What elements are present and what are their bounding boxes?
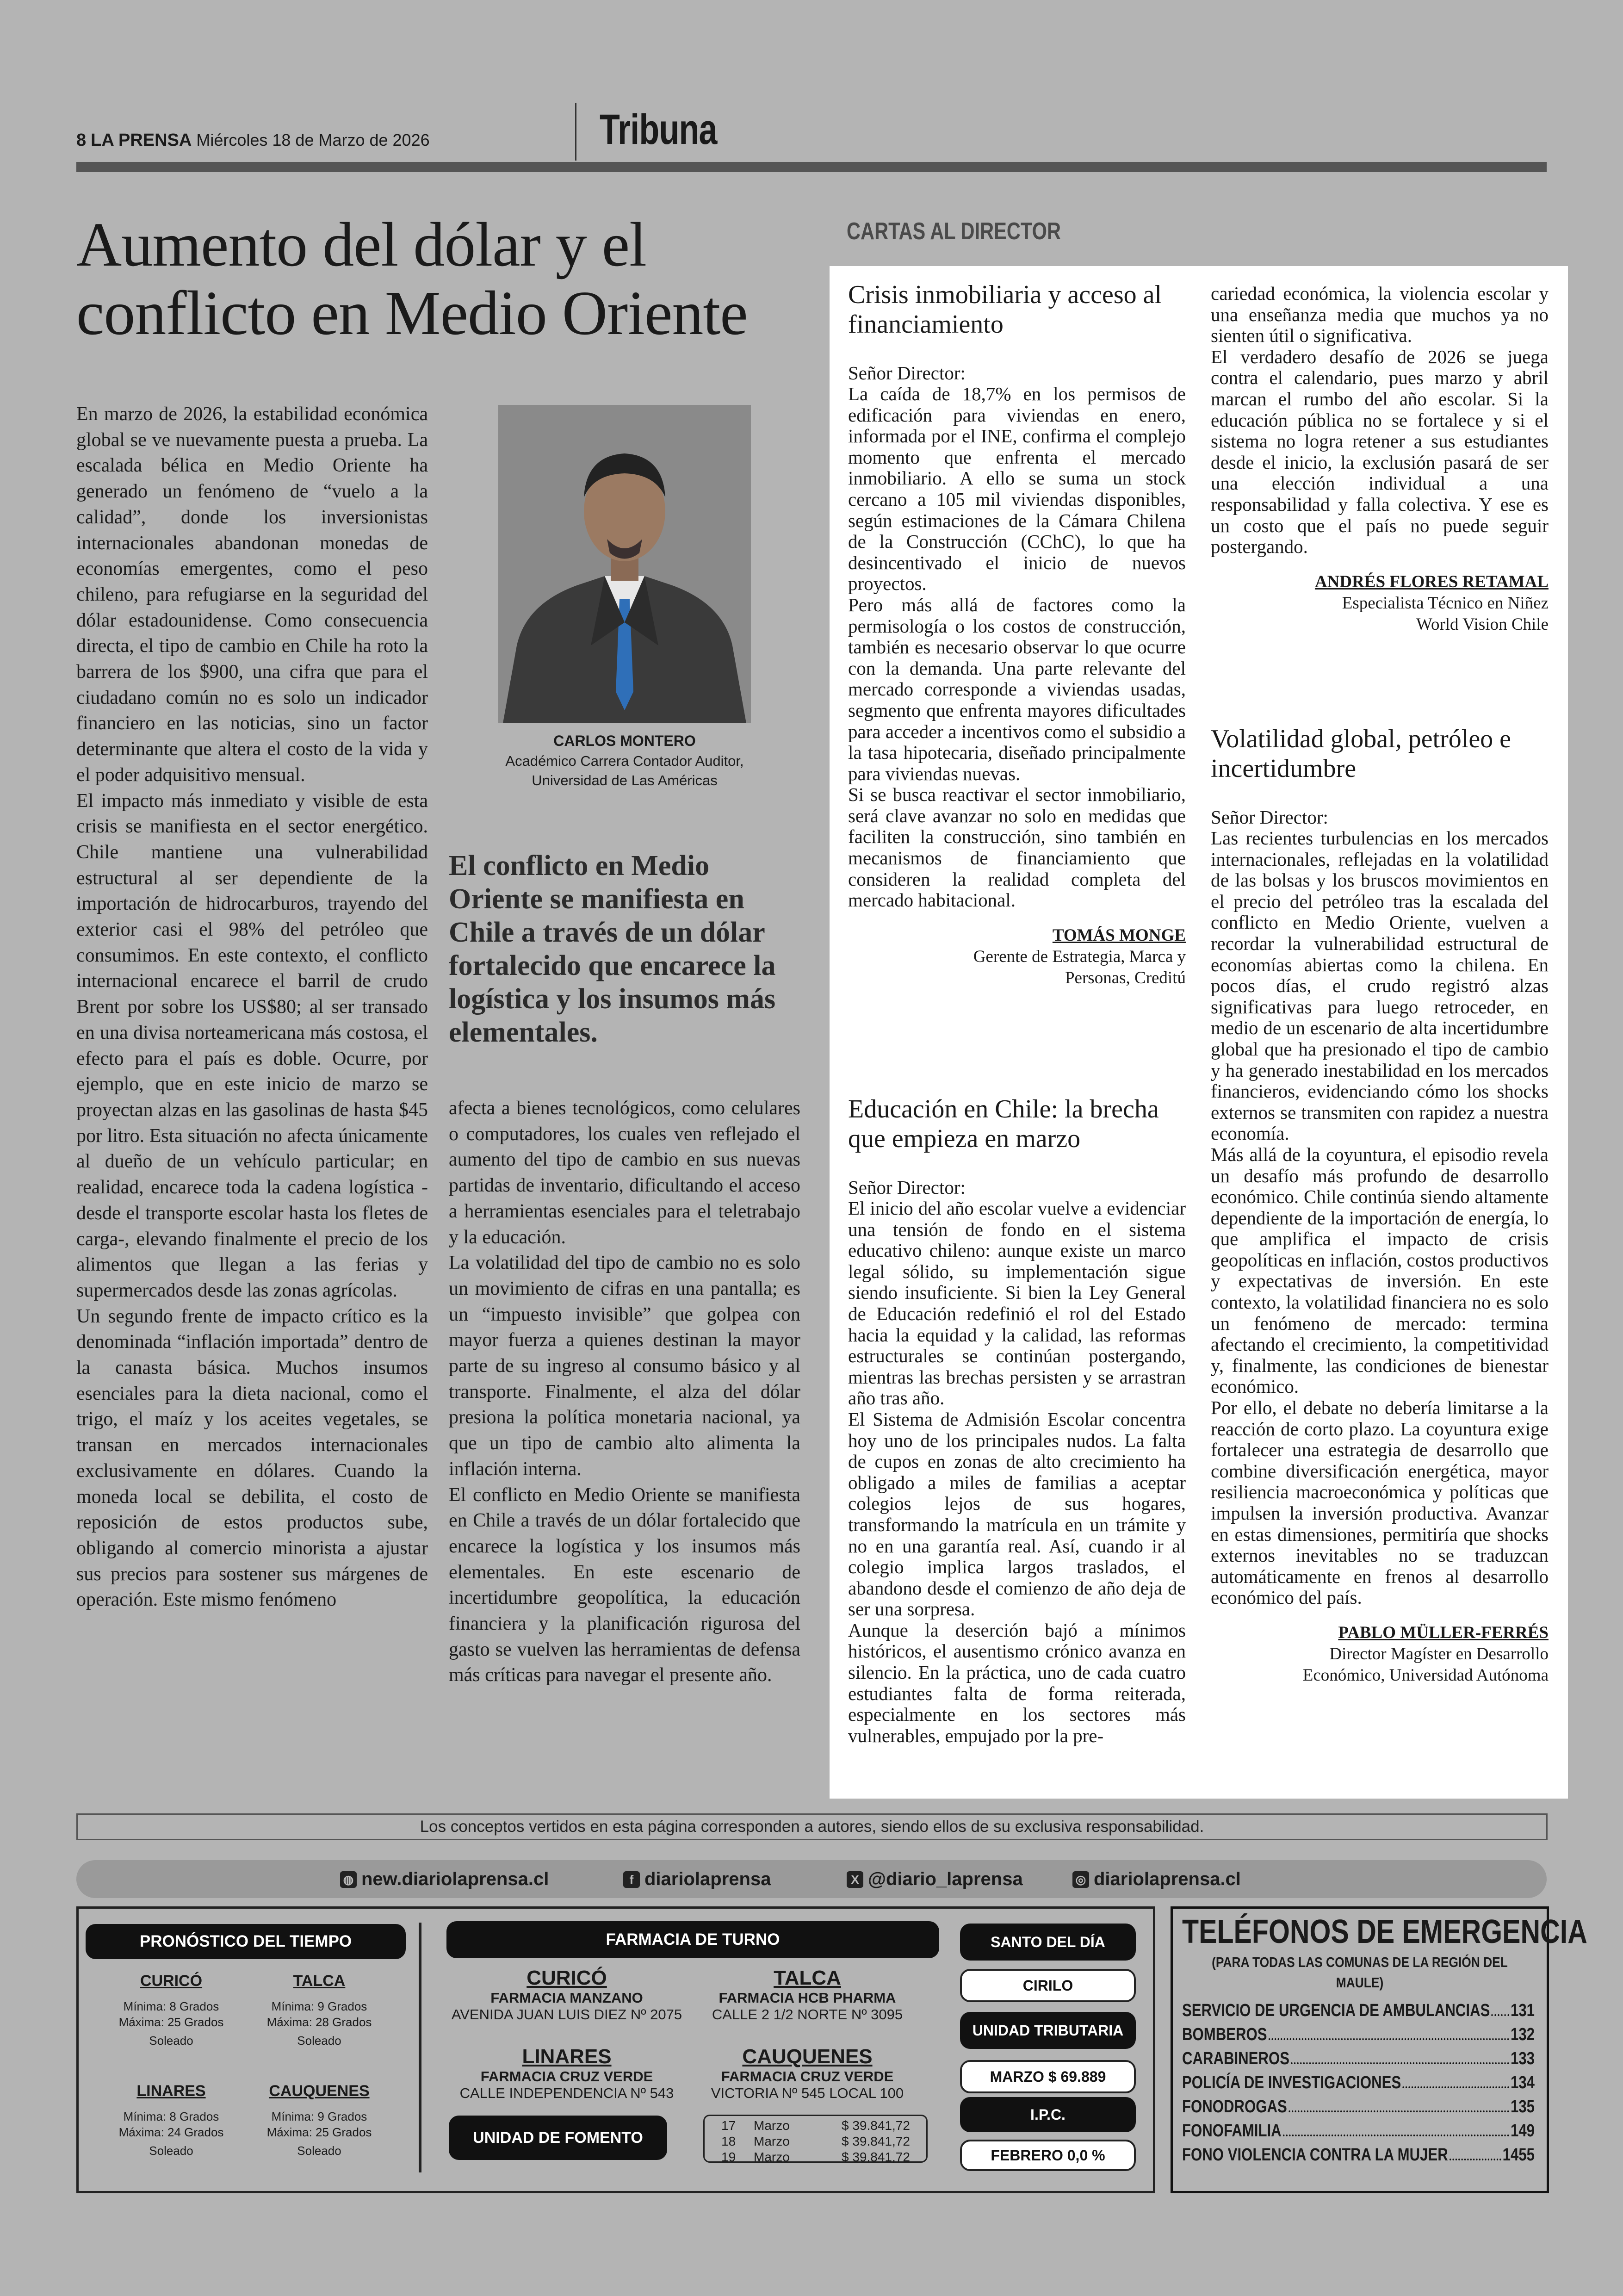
uf-row [705, 2134, 926, 2149]
letter-body [1211, 283, 1549, 558]
uf-day: 17 [721, 2118, 736, 2133]
emergency-number: 135 [1511, 2097, 1535, 2116]
pharmacy-city: TALCA [774, 1967, 841, 1989]
leader-dots [1269, 2023, 1509, 2040]
pharmacy-address: CALLE 2 1/2 NORTE Nº 3095 [712, 2006, 903, 2023]
emergency-subtitle: (PARA TODAS LAS COMUNAS DE LA REGIÓN DEL MAULE) [1212, 1954, 1508, 1991]
signature-name: TOMÁS MONGE [1052, 925, 1186, 945]
signature-line: Especialista Técnico en Niñez [1342, 593, 1549, 613]
letter-body [848, 1198, 1186, 1746]
letter-paragraph: Por ello, el debate no debería limitarse a la reacción de corto plazo. La coyuntura exige fortalecer una estrategia de desarrollo que combine diversificación energética, mayor resiliencia macroeconómica y políticas que impulsen la inversión productiva. Avanzar en estas dimensiones, permitiría que shocks externos inevitables no se traduzcan automáticamente en frenos al desarrollo económico del país. [1211, 1397, 1549, 1608]
emergency-service: CARABINEROS [1182, 2049, 1289, 2068]
signature-line: World Vision Chile [1416, 614, 1549, 634]
pharmacy-name: FARMACIA CRUZ VERDE [480, 2068, 653, 2085]
issue-date: Miércoles 18 de Marzo de 2026 [196, 130, 430, 149]
emergency-number: 131 [1511, 2001, 1535, 2020]
weather-city [102, 2082, 241, 2159]
uf-month: Marzo [754, 2150, 790, 2164]
pharmacy-address: AVENIDA JUAN LUIS DIEZ Nº 2075 [451, 2006, 682, 2023]
emergency-service: FONOFAMILIA [1182, 2121, 1282, 2141]
letter-paragraph: Aunque la deserción bajó a mínimos históricos, el ausentismo crónico avanza en silencio. En la práctica, uno de cada cuatro estudiantes falta de forma reiterada, especialmente en los sectores más vulnerables, empujado por la pre- [848, 1619, 1186, 1746]
article-paragraph: afecta a bienes tecnológicos, como celulares o computadores, los cuales ven reflejado el aumento del tipo de cambio en sus nuevas partidas de inventario, dificultando el acceso a herramientas esenciales para el teletrabajo y la educación. [449, 1098, 800, 1248]
weather-min: Mínima: 9 Grados [271, 2110, 367, 2123]
pharmacy-entry [435, 1967, 699, 2023]
santo-label: SANTO DEL DÍA [960, 1924, 1136, 1961]
leader-dots [1291, 2047, 1509, 2064]
letters-heading: CARTAS AL DIRECTOR [847, 218, 1061, 245]
article-title: Aumento del dólar y el conflicto en Medio Oriente [76, 210, 748, 348]
weather-city [250, 1972, 389, 2048]
emergency-box [1171, 1906, 1587, 2193]
pharmacy-entry [685, 2045, 930, 2102]
uf-value: $ 39.841,72 [842, 2118, 910, 2133]
uf-day: 18 [721, 2134, 736, 2148]
services-divider [419, 1923, 421, 2172]
letter-signature [1211, 571, 1549, 635]
emergency-service: BOMBEROS [1182, 2025, 1267, 2044]
emergency-line[interactable] [1182, 2095, 1535, 2119]
social-bar [76, 1860, 1547, 1898]
uf-day: 19 [721, 2150, 736, 2164]
weather-city-name: LINARES [136, 2082, 206, 2100]
letter-paragraph: El verdadero desafío de 2026 se juega contra el calendario, pues marzo y abril marcan el rumbo del año escolar. Si la educación pública no se fortalece y si el sistema no logra retener a sus estudiantes desde el inicio, la exclusión pasará de ser una elección individual a una responsabilidad y falla colectiva. Y ese es un costo que el país no puede seguir postergando. [1211, 346, 1549, 558]
letter-paragraph: El Sistema de Admisión Escolar concentra hoy uno de los principales nudos. La falta de cupos en zonas de alto crecimiento ha obligado a miles de familias a aceptar colegios lejos de sus hogares, transformando la matrícula en un trámite y no en una garantía real. Así, cuando ir al colegio implica largos traslados, el abandono desde el comienzo de año deja de ser una sorpresa. [848, 1408, 1186, 1620]
emergency-service: FONO VIOLENCIA CONTRA LA MUJER [1182, 2145, 1448, 2165]
author-photo [498, 405, 751, 723]
social-instagram[interactable] [1072, 1869, 1241, 1890]
uf-label: UNIDAD DE FOMENTO [449, 2116, 667, 2160]
weather-min: Mínima: 8 Grados [123, 2110, 219, 2123]
author-role [465, 751, 784, 790]
letter-2-continuation [1211, 283, 1549, 635]
emergency-number: 132 [1511, 2025, 1535, 2044]
pharmacy-city: CAUQUENES [742, 2045, 873, 2068]
facebook-icon: f [623, 1871, 640, 1888]
letter-title: Volatilidad global, petróleo e incertidumbre [1211, 725, 1511, 783]
leader-dots [1283, 2119, 1509, 2136]
letter-salutation: Señor Director: [1211, 807, 1328, 828]
emergency-number: 1455 [1502, 2145, 1535, 2165]
utm-label: UNIDAD TRIBUTARIA [960, 2012, 1136, 2049]
leader-dots [1288, 2095, 1509, 2112]
uf-value: $ 39.841,72 [842, 2150, 910, 2164]
emergency-number: 134 [1511, 2073, 1535, 2092]
letter-body [848, 384, 1186, 911]
letter-title: Crisis inmobiliaria y acceso al financiamiento [848, 280, 1162, 339]
emergency-line[interactable] [1182, 2119, 1535, 2143]
author-name: CARLOS MONTERO [553, 732, 696, 749]
weather-max: Máxima: 24 Grados [118, 2125, 224, 2139]
page-number: 8 [76, 130, 87, 150]
weather-city [102, 1972, 241, 2048]
social-label: @diario_laprensa [868, 1869, 1023, 1889]
letter-paragraph: Pero más allá de factores como la permisología o los costos de construcción, también es necesario observar lo que ocurre con la demanda. Una parte relevante del mercado corresponde a viviendas usadas, segmento que enfrenta mayores dificultades para acceder a incentivos como el subsidio a la tasa hipotecaria, diseñado principalmente para viviendas nuevas. [848, 594, 1186, 784]
pharmacy-city: CURICÓ [527, 1967, 607, 1989]
santo-value: CIRILO [960, 1969, 1136, 2002]
article-paragraph: En marzo de 2026, la estabilidad económica global se ve nuevamente puesta a prueba. La escalada bélica en Medio Oriente ha generado un fenómeno de “vuelo a la calidad”, donde los inversionistas internacionales abandonan monedas de economías emergentes, como el peso chileno, para refugiarse en la seguridad del dólar estadounidense. Como consecuencia directa, el tipo de cambio en Chile ha roto la barrera de los $900, una cifra que para el ciudadano común no es solo un indicador financiero en las noticias, sino un factor determinante que altera el costo de la vida y el poder adquisitivo mensual. [76, 403, 428, 786]
pharmacy-name: FARMACIA MANZANO [490, 1990, 643, 2006]
social-label: diariolaprensa [644, 1869, 771, 1889]
emergency-line[interactable] [1182, 2047, 1535, 2071]
utm-value: MARZO $ 69.889 [960, 2060, 1136, 2093]
letter-paragraph: Si se busca reactivar el sector inmobiliario, será clave avanzar no solo en medidas que faciliten la construcción, sino también en mecanismos de financiamiento que consideren la realidad completa del mercado habitacional. [848, 784, 1186, 911]
article-paragraph: La volatilidad del tipo de cambio no es solo un movimiento de cifras en una pantalla; es un “impuesto invisible” que golpea con mayor fuerza a quienes destinan la mayor parte de su ingreso al consumo básico y al transporte. Finalmente, el alza del dólar presiona la política monetaria nacional, ya que un tipo de cambio alto alimenta la inflación interna. [449, 1252, 800, 1480]
letter-3 [1211, 724, 1549, 1686]
pharmacy-name: FARMACIA HCB PHARMA [719, 1990, 896, 2006]
emergency-service: SERVICIO DE URGENCIA DE AMBULANCIAS [1182, 2001, 1490, 2020]
weather-condition: Soleado [297, 2034, 341, 2048]
weather-max: Máxima: 25 Grados [118, 2015, 224, 2029]
leader-dots [1450, 2143, 1501, 2160]
letter-title: Educación en Chile: la brecha que empieza en marzo [848, 1095, 1159, 1153]
emergency-line[interactable] [1182, 2071, 1535, 2095]
globe-icon: ◍ [340, 1871, 357, 1888]
weather-condition: Soleado [149, 2144, 193, 2158]
weather-heading: PRONÓSTICO DEL TIEMPO [86, 1924, 406, 1959]
pharmacy-address: VICTORIA Nº 545 LOCAL 100 [711, 2085, 904, 2101]
social-facebook[interactable] [623, 1869, 771, 1890]
letter-paragraph: El inicio del año escolar vuelve a evidenciar una tensión de fondo en el sistema educativo chileno: aunque existe un marco legal sólido, su implementación sigue siendo insuficiente. Si bien la Ley General de Educación redefinió el rol del Estado hacia la equidad y la calidad, las reformas estructurales se continúan postergando, mientras las brechas persisten y se arrastran año tras año. [848, 1198, 1186, 1409]
article-column-2 [449, 1096, 800, 1688]
weather-max: Máxima: 28 Grados [266, 2015, 372, 2029]
weather-city-name: CURICÓ [140, 1972, 203, 1990]
letter-body [1211, 828, 1549, 1608]
letter-signature [848, 925, 1186, 989]
signature-line: Económico, Universidad Autónoma [1302, 1665, 1549, 1685]
header-rule [76, 162, 1547, 172]
weather-city [250, 2082, 389, 2159]
ipc-value: FEBRERO 0,0 % [960, 2140, 1136, 2171]
disclaimer: Los conceptos vertidos en esta página corresponden a autores, siendo ellos de su exclusiva responsabilidad. [76, 1813, 1548, 1840]
paper-name: LA PRENSA [91, 130, 192, 150]
letter-paragraph: La caída de 18,7% en los permisos de edificación para viviendas en enero, informada por el INE, confirma el complejo momento que enfrenta el mercado inmobiliario. A ello se suma un stock cercano a 105 mil viviendas disponibles, según estimaciones de la Cámara Chilena de la Construcción (CChC), lo que ha desincentivado el inicio de nuevos proyectos. [848, 383, 1186, 595]
weather-city-name: CAUQUENES [269, 2082, 370, 2100]
author-role-line: Académico Carrera Contador Auditor, [505, 753, 744, 769]
emergency-line[interactable] [1182, 2023, 1535, 2047]
article-paragraph: El impacto más inmediato y visible de esta crisis se manifiesta en el sector energético. Chile mantiene una vulnerabilidad estructural al ser dependiente de la importación de hidrocarburos, trayendo del exterior casi el 98% del petróleo que consumimos. En este contexto, el conflicto internacional encarece el barril de crudo Brent por sobre los US$80; al ser transado en una divisa norteamericana más costosa, el efecto para el país es doble. Ocurre, por ejemplo, que en este inicio de marzo se proyectan alzas en las gasolinas de hasta $45 por litro. Esta situación no afecta únicamente al dueño de un vehículo particular; en realidad, encarece toda la cadena logística -desde el transporte escolar hasta los fletes de carga-, elevando finalmente el precio de los alimentos que llegan a las ferias y supermercados desde las zonas agrícolas. [76, 790, 428, 1301]
article-paragraph: El conflicto en Medio Oriente se manifiesta en Chile a través de un dólar fortalecido que encarece la logística y los insumos más elementales. En este escenario de incertidumbre geopolítica, la educación financiera y la planificación rigurosa del gasto se vuelven las herramientas de defensa más críticas para navegar el presente año. [449, 1484, 800, 1686]
leader-dots [1492, 1998, 1509, 2016]
emergency-service: FONODROGAS [1182, 2097, 1287, 2116]
letter-signature [1211, 1622, 1549, 1686]
uf-value: $ 39.841,72 [842, 2134, 910, 2148]
weather-min: Mínima: 8 Grados [123, 1999, 219, 2013]
weather-condition: Soleado [149, 2034, 193, 2048]
ipc-label: I.P.C. [960, 2097, 1136, 2132]
weather-max: Máxima: 25 Grados [266, 2125, 372, 2139]
social-label: diariolaprensa.cl [1094, 1869, 1241, 1889]
uf-row [705, 2149, 926, 2165]
emergency-number: 149 [1511, 2121, 1535, 2141]
article-column-1 [76, 402, 428, 1613]
letter-paragraph: Más allá de la coyuntura, el episodio revela un desafío más profundo de desarrollo económico. Chile continúa siendo altamente dependiente de la importación de energía, lo que amplifica el impacto de crisis geopolíticas en inflación, costos productivos y expectativas de inversión. En este contexto, la volatilidad financiera no es solo un fenómeno de mercado: termina afectando el crecimiento, la competitividad y, finalmente, las condiciones de bienestar económico. [1211, 1143, 1549, 1397]
signature-line: Personas, Creditú [1065, 968, 1186, 987]
social-label: new.diariolaprensa.cl [361, 1869, 549, 1889]
emergency-service: POLICÍA DE INVESTIGACIONES [1182, 2073, 1401, 2092]
emergency-line[interactable] [1182, 2143, 1535, 2167]
page-header-info [76, 130, 430, 150]
x-icon: X [847, 1871, 863, 1888]
letter-2 [848, 1094, 1186, 1746]
author-portrait-illustration [498, 405, 751, 723]
signature-name: ANDRÉS FLORES RETAMAL [1314, 572, 1549, 591]
uf-row [705, 2118, 926, 2134]
letter-paragraph: cariedad económica, la violencia escolar y una enseñanza media que muchos ya no sienten útil o significativa. [1211, 283, 1549, 347]
pharmacy-city: LINARES [522, 2045, 612, 2068]
social-website[interactable] [340, 1869, 549, 1890]
letter-paragraph: Las recientes turbulencias en los mercados internacionales, reflejadas en la volatilidad de las bolsas y los bruscos movimientos en el precio del petróleo tras la escalada del conflicto en Medio Oriente, vuelven a recordar la vulnerabilidad estructural de economías abiertas como la chilena. En pocos días, el crudo registró alzas significativas para luego retroceder, en medio de un escenario de alta incertidumbre global que ha presionado el tipo de cambio y ha generado inestabilidad en los mercados financieros, evidenciando cómo los shocks externos se transmiten con rapidez a nuestra economía. [1211, 827, 1549, 1144]
uf-month: Marzo [754, 2118, 790, 2133]
section-name: Tribuna [600, 106, 717, 153]
pharmacy-entry [685, 1967, 930, 2023]
pharmacy-heading: FARMACIA DE TURNO [446, 1921, 939, 1958]
uf-table [703, 2115, 928, 2163]
pull-quote: El conflicto en Medio Oriente se manifiesta en Chile a través de un dólar fortalecido que encarece la logística y los insumos más elementales. [449, 850, 776, 1048]
pharmacy-name: FARMACIA CRUZ VERDE [721, 2068, 894, 2085]
instagram-icon: ◎ [1072, 1871, 1089, 1888]
weather-min: Mínima: 9 Grados [271, 1999, 367, 2013]
pharmacy-entry [435, 2045, 699, 2102]
header-divider [575, 103, 576, 161]
letter-1 [848, 280, 1186, 989]
weather-condition: Soleado [297, 2144, 341, 2158]
author-role-line: Universidad de Las Américas [532, 772, 718, 788]
uf-month: Marzo [754, 2134, 790, 2148]
weather-city-name: TALCA [293, 1972, 346, 1990]
letter-salutation: Señor Director: [848, 362, 966, 384]
signature-line: Gerente de Estrategia, Marca y [973, 947, 1186, 966]
leader-dots [1403, 2071, 1509, 2088]
emergency-title: TELÉFONOS DE EMERGENCIA [1182, 1913, 1587, 1950]
pharmacy-address: CALLE INDEPENDENCIA Nº 543 [459, 2085, 674, 2101]
letter-salutation: Señor Director: [848, 1177, 966, 1198]
article-paragraph: Un segundo frente de impacto crítico es la denominada “inflación importada” dentro de la canasta básica. Muchos insumos esenciales para la dieta nacional, como el trigo, el maíz y los aceites vegetales, se transan en mercados internacionales exclusivamente en dólares. Cuando la moneda local se debilita, el costo de reposición de estos productos sube, obligando al comercio minorista a ajustar sus precios para sostener sus márgenes de operación. Este mismo fenómeno [76, 1305, 428, 1611]
signature-line: Director Magíster en Desarrollo [1329, 1644, 1549, 1663]
social-x[interactable] [847, 1869, 1023, 1890]
emergency-list [1182, 1998, 1537, 2167]
emergency-line[interactable] [1182, 1998, 1535, 2023]
signature-name: PABLO MÜLLER-FERRÉS [1338, 1623, 1549, 1642]
emergency-number: 133 [1511, 2049, 1535, 2068]
